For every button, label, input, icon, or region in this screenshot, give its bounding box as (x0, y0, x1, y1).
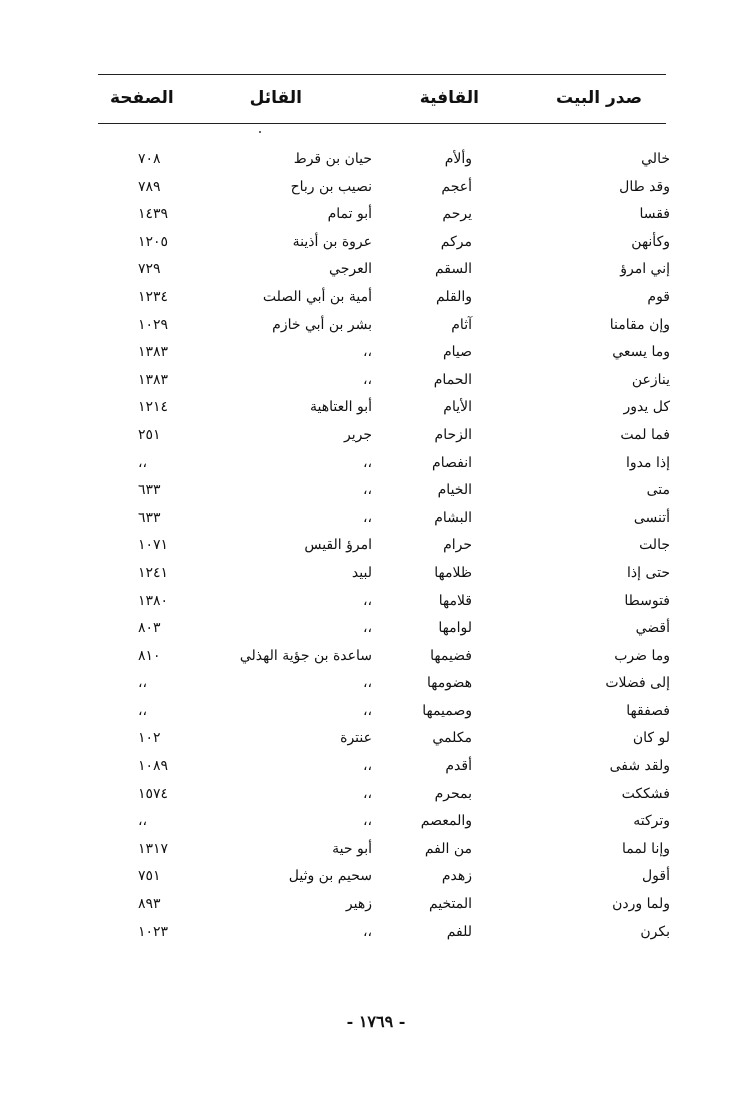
page-cell: ١٢١٤ (138, 399, 169, 416)
poet-cell: حيان بن قرط (293, 151, 372, 167)
header-bottom-rule (98, 123, 666, 124)
verse-cell: فصفقها (626, 702, 670, 719)
table-row (0, 532, 752, 560)
poet-cell: ،، (362, 592, 372, 609)
page-cell: ١٥٧٤ (138, 785, 169, 802)
page-cell: ٨٩٣ (138, 896, 161, 913)
poet-cell: عنترة (340, 730, 372, 747)
poet-cell: ،، (362, 509, 372, 526)
table-row (0, 808, 752, 836)
table-row (0, 229, 752, 257)
verse-cell: متى (646, 482, 670, 499)
verse-cell: أتنسى (633, 509, 670, 526)
verse-cell: إلى فضلات (605, 675, 670, 692)
table-row (0, 560, 752, 588)
poet-cell: أبو تمام (327, 206, 372, 223)
index-table (0, 146, 752, 946)
table-row (0, 450, 752, 478)
rhyme-cell: أقدم (445, 758, 472, 775)
header-top-rule (98, 74, 666, 75)
poet-cell: بشر بن أبي خازم (272, 316, 372, 333)
column-header-rhyme: القافية (419, 88, 479, 108)
verse-cell: ولقد شفى (609, 758, 670, 775)
rhyme-cell: والمعصم (420, 813, 472, 830)
verse-cell: أقول (642, 868, 670, 885)
table-row (0, 174, 752, 202)
table-row (0, 477, 752, 505)
verse-cell: حتى إذا (626, 564, 670, 581)
poet-cell: نصيب بن رباح (290, 178, 372, 195)
table-row (0, 891, 752, 919)
rhyme-cell: لوامها (438, 620, 472, 637)
poet-cell: جرير (344, 426, 372, 443)
rhyme-cell: فضيمها (430, 647, 472, 664)
rhyme-cell: مركم (440, 233, 472, 250)
verse-cell: وإنا لمما (622, 840, 670, 857)
rhyme-cell: من الفم (424, 840, 472, 857)
page-cell: ٢٥١ (138, 426, 161, 443)
table-row (0, 422, 752, 450)
rhyme-cell: للفم (446, 923, 472, 940)
page-cell: ٧٢٩ (138, 261, 161, 278)
rhyme-cell: الأيام (443, 399, 472, 416)
verse-cell: وكأنهن (631, 233, 670, 250)
table-row (0, 836, 752, 864)
page-cell: ٨١٠ (138, 647, 161, 664)
table-row (0, 643, 752, 671)
poet-cell: ،، (362, 482, 372, 499)
poet-cell: امرؤ القيس (304, 537, 372, 554)
poet-cell: لبيد (351, 564, 372, 581)
table-row (0, 201, 752, 229)
verse-cell: إذا مدوا (626, 454, 670, 471)
page-cell: ١٢٣٤ (138, 288, 169, 305)
poet-cell: ،، (362, 785, 372, 802)
rhyme-cell: آثام (451, 316, 472, 333)
verse-cell: أقضي (635, 620, 670, 637)
table-row (0, 394, 752, 422)
table-row (0, 919, 752, 947)
rhyme-cell: البشام (434, 509, 472, 526)
page-cell: ١٢٤١ (138, 564, 169, 581)
rhyme-cell: أعجم (441, 178, 472, 195)
rhyme-cell: وألأم (444, 151, 472, 167)
table-row (0, 312, 752, 340)
verse-cell: وما ضرب (614, 647, 670, 664)
page-cell: ،، (138, 675, 148, 692)
rhyme-cell: صيام (442, 344, 472, 361)
table-row (0, 725, 752, 753)
table-row (0, 367, 752, 395)
page-cell: ١٣١٧ (138, 840, 169, 857)
column-header-page: الصفحة (110, 88, 174, 108)
verse-cell: ينازعن (631, 371, 670, 388)
page-cell: ٦٣٣ (138, 482, 161, 499)
page-cell: ١٠٢٩ (138, 316, 169, 333)
rhyme-cell: بمحرم (434, 785, 472, 802)
poet-cell: ساعدة بن جؤية الهذلي (239, 647, 372, 664)
table-row (0, 698, 752, 726)
page-cell: ٧٥١ (138, 868, 161, 885)
poet-cell: أمية بن أبي الصلت (262, 288, 372, 305)
rhyme-cell: زهدم (441, 868, 472, 885)
table-row (0, 505, 752, 533)
verse-cell: فتوسطا (624, 592, 670, 609)
poet-cell: زهير (345, 896, 372, 913)
rhyme-cell: ظلامها (434, 564, 472, 581)
verse-cell: بكرن (640, 923, 670, 940)
verse-cell: قوم (647, 288, 670, 305)
page-cell: ٦٣٣ (138, 509, 161, 526)
verse-cell: خالي (641, 151, 670, 167)
poet-cell: ،، (362, 371, 372, 388)
page-cell: ،، (138, 454, 148, 471)
table-row (0, 256, 752, 284)
rhyme-cell: وصميمها (422, 702, 472, 719)
poet-cell: عروة بن أذينة (292, 233, 372, 250)
poet-cell: سحيم بن وثيل (288, 868, 372, 885)
poet-cell: ،، (362, 620, 372, 637)
table-row (0, 670, 752, 698)
table-row (0, 146, 752, 174)
page-cell: ٨٠٣ (138, 620, 161, 637)
verse-cell: وقد طال (619, 178, 670, 195)
rhyme-cell: يرحم (442, 206, 472, 223)
table-row (0, 863, 752, 891)
poet-cell: ،، (362, 675, 372, 692)
verse-cell: كل يدور (623, 399, 670, 416)
rhyme-cell: الحمام (433, 371, 472, 388)
table-row (0, 753, 752, 781)
page-cell: ١٠٢ (138, 730, 161, 747)
verse-cell: ولما وردن (612, 896, 670, 913)
rhyme-cell: الزحام (434, 426, 472, 443)
column-header-verse: صدر البيت (555, 88, 642, 108)
verse-cell: فشككت (621, 785, 670, 802)
table-row (0, 588, 752, 616)
poet-cell: أبو العتاهية (310, 399, 372, 416)
table-row (0, 284, 752, 312)
column-header-poet: القائل (249, 88, 302, 108)
page-cell: ١٣٨٣ (138, 344, 169, 361)
rhyme-cell: انفصام (432, 454, 472, 471)
page-cell: ٧٠٨ (138, 151, 161, 167)
rhyme-cell: حرام (443, 537, 472, 554)
verse-cell: فقسا (639, 206, 670, 223)
table-row (0, 781, 752, 809)
page-cell: ١٣٨٣ (138, 371, 169, 388)
verse-cell: وما يسعي (612, 344, 670, 361)
rhyme-cell: هضومها (427, 675, 472, 692)
verse-cell: لو كان (632, 730, 670, 747)
stray-dot (259, 131, 261, 133)
verse-cell: جالت (639, 537, 670, 554)
rhyme-cell: الخيام (437, 482, 472, 499)
rhyme-cell: والقلم (436, 288, 472, 305)
verse-cell: وإن مقامنا (609, 316, 670, 333)
page-cell: ٧٨٩ (138, 178, 161, 195)
page-number: - ١٧٦٩ - (346, 1012, 406, 1031)
verse-cell: فما لمت (620, 426, 670, 443)
poet-cell: أبو حية (332, 840, 372, 857)
page-cell: ١٢٠٥ (138, 233, 169, 250)
poet-cell: العرجي (329, 261, 372, 278)
page-cell: ١٠٨٩ (138, 758, 169, 775)
page-cell: ١٠٢٣ (138, 923, 169, 940)
page-cell: ،، (138, 702, 148, 719)
table-row (0, 339, 752, 367)
poet-cell: ،، (362, 923, 372, 940)
rhyme-cell: السقم (434, 261, 472, 278)
poet-cell: ،، (362, 454, 372, 471)
page-cell: ١٤٣٩ (138, 206, 169, 223)
poet-cell: ،، (362, 758, 372, 775)
verse-cell: وتركته (633, 813, 670, 830)
table-row (0, 615, 752, 643)
poet-cell: ،، (362, 344, 372, 361)
poet-cell: ،، (362, 702, 372, 719)
page-cell: ١٣٨٠ (138, 592, 169, 609)
rhyme-cell: مكلمي (432, 730, 472, 747)
verse-cell: إني امرؤ (620, 261, 670, 278)
page-cell: ١٠٧١ (138, 537, 169, 554)
rhyme-cell: المتخيم (428, 896, 472, 913)
page-cell: ،، (138, 813, 148, 830)
poet-cell: ،، (362, 813, 372, 830)
rhyme-cell: قلامها (438, 592, 472, 609)
